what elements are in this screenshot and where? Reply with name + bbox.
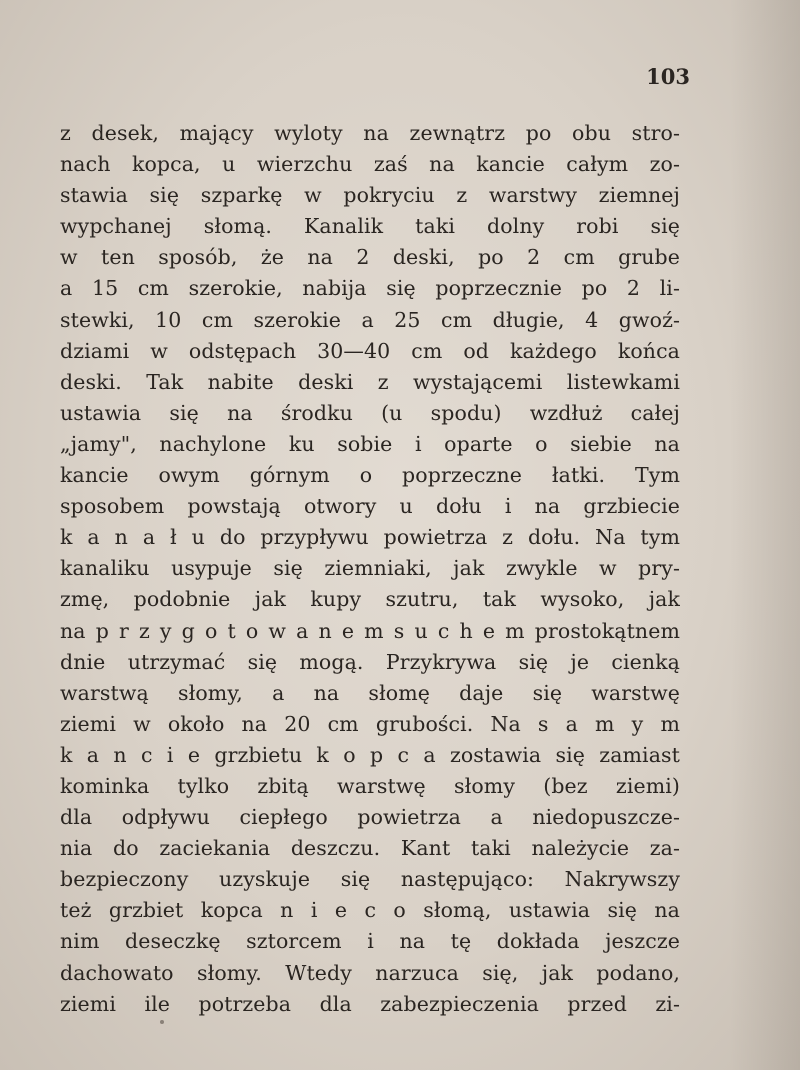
page-number: 103 <box>646 64 690 89</box>
page-edge-shadow <box>730 0 800 1070</box>
text-line: dziami w odstępach 30—40 cm od każdego końca <box>60 338 680 363</box>
text-line: nach kopca, u wierzchu zaś na kancie całym zo- <box>60 152 680 177</box>
text-line: też grzbiet kopca n i e c o słomą, ustawia się na <box>60 898 680 923</box>
text-line: dla odpływu ciepłego powietrza a niedopuszcze- <box>60 805 680 830</box>
text-line: a 15 cm szerokie, nabija się poprzecznie po 2 li- <box>60 276 680 301</box>
body-text <box>60 118 680 1020</box>
text-line: na p r z y g o t o w a n e m s u c h e m prostokątnem <box>60 618 680 643</box>
text-line: z desek, mający wyloty na zewnątrz po obu stro- <box>60 121 680 145</box>
text-line: kominka tylko zbitą warstwę słomy (bez ziemi) <box>60 773 680 798</box>
text-line: dnie utrzymać się mogą. Przykrywa się je cienką <box>60 649 680 674</box>
text-line: ustawia się na środku (u spodu) wzdłuż całej <box>60 400 680 425</box>
text-line: kancie owym górnym o poprzeczne łatki. Tym <box>60 463 680 488</box>
text-line: ziemi w około na 20 cm grubości. Na s a m y m <box>60 711 680 736</box>
text-line: nim deseczkę sztorcem i na tę dokłada jeszcze <box>60 929 680 954</box>
text-line: dachowato słomy. Wtedy narzuca się, jak podano, <box>60 960 680 985</box>
text-line: ziemi ile potrzeba dla zabezpieczenia przed zi- <box>60 991 680 1016</box>
text-line: deski. Tak nabite deski z wystającemi listewkami <box>60 369 680 394</box>
text-line: stawia się szparkę w pokryciu z warstwy ziemnej <box>60 183 680 208</box>
text-line: warstwą słomy, a na słomę daje się warstwę <box>60 680 680 705</box>
text-line: sposobem powstają otwory u dołu i na grzbiecie <box>60 494 680 519</box>
text-line: zmę, podobnie jak kupy szutru, tak wysoko, jak <box>60 587 680 612</box>
text-line: bezpieczony uzyskuje się następująco: Nakrywszy <box>60 867 680 892</box>
text-line: k a n a ł u do przypływu powietrza z dołu. Na tym <box>60 525 680 550</box>
text-line: k a n c i e grzbietu k o p c a zostawia się zamiast <box>60 742 680 767</box>
print-speck <box>160 1020 164 1024</box>
text-line: w ten sposób, że na 2 deski, po 2 cm grube <box>60 245 680 270</box>
text-line: wypchanej słomą. Kanalik taki dolny robi się <box>60 214 680 239</box>
text-line: nia do zaciekania deszczu. Kant taki należycie za- <box>60 836 680 861</box>
text-line: kanaliku usypuje się ziemniaki, jak zwykle w pry- <box>60 556 680 581</box>
text-line: stewki, 10 cm szerokie a 25 cm długie, 4 gwoź- <box>60 307 680 332</box>
text-line: „jamy", nachylone ku sobie i oparte o siebie na <box>60 431 680 456</box>
